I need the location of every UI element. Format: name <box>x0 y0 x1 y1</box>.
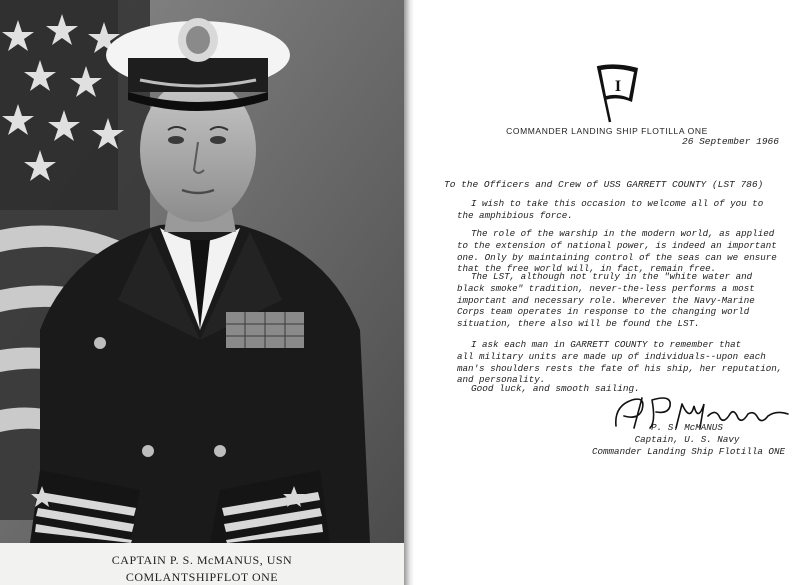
paragraph-line: Corps team operates in response to the changing world <box>457 306 750 318</box>
ribbon-bars <box>226 312 304 348</box>
pennant-letter: I <box>614 78 622 95</box>
letter-page <box>414 0 800 585</box>
paragraph-line: I ask each man in GARRETT COUNTY to remember that <box>471 339 742 350</box>
paragraph-line: and personality. <box>457 374 546 386</box>
letterhead: COMMANDER LANDING SHIP FLOTILLA ONE <box>506 126 708 136</box>
paragraph-line: one. Only by maintaining control of the seas can we ensure <box>457 251 777 263</box>
flotilla-pennant-icon <box>596 62 640 124</box>
letter-paragraph <box>457 271 782 330</box>
captain-portrait-photo <box>0 0 404 543</box>
paragraph-line: the amphibious force. <box>457 209 573 221</box>
letter-closing: Good luck, and smooth sailing. <box>471 383 640 394</box>
letter-date: 26 September 1966 <box>682 136 779 147</box>
letter-paragraph <box>457 339 782 386</box>
paragraph-line: all military units are made up of individuals--upon each <box>457 350 766 362</box>
signature-block <box>592 422 785 457</box>
paragraph-line: that the free world will, in fact, remain free. <box>457 263 717 275</box>
letter-paragraph <box>457 198 782 222</box>
book-gutter <box>404 0 414 585</box>
paragraph-line: to the extension of national power, is indeed an important <box>457 239 777 251</box>
paragraph-line: man's shoulders rests the fate of his ship, her reputation, <box>457 362 783 374</box>
paragraph-line: situation, there also will be found the LST. <box>457 318 700 330</box>
signer-rank: Captain, U. S. Navy <box>634 433 740 445</box>
letter-paragraph <box>457 228 782 275</box>
paragraph-line: The LST, although not truly in the "white water and <box>471 271 753 282</box>
portrait-illustration <box>0 0 404 543</box>
portrait-caption-unit: COMLANTSHIPFLOT ONE <box>125 570 279 584</box>
paragraph-line: The role of the warship in the modern world, as applied <box>471 228 775 239</box>
signer-name: P. S. McMANUS <box>651 422 723 433</box>
signer-command: Commander Landing Ship Flotilla ONE <box>592 445 785 457</box>
paragraph-line: I wish to take this occasion to welcome all of you to <box>471 198 764 209</box>
letter-salutation: To the Officers and Crew of USS GARRETT COUNTY (LST 786) <box>444 179 764 190</box>
paragraph-line: important and necessary role. Wherever the Navy-Marine <box>457 294 755 306</box>
portrait-caption-name: CAPTAIN P. S. McMANUS, USN <box>111 553 293 567</box>
paragraph-line: black smoke" tradition, never-the-less performs a most <box>457 282 755 294</box>
